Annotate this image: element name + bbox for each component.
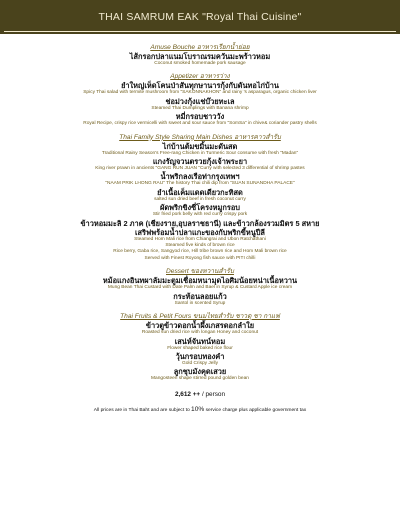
section-title: Thai Fruits & Petit Fours ขนมไทยสำรับ ชาวดุ ชา กาแฟ	[120, 313, 280, 321]
section-title: Thai Family Style Sharing Main Dishes อาหารคาวสำรับ	[119, 133, 281, 141]
dish-english: Steamed Hom Mali rice from Chiangrai and Ubon Ratchathani	[134, 236, 266, 242]
dish-english: Mung Bean Thai Custard with Date Palm and Bael in Syrup & Custard Apple ice cream	[107, 285, 293, 291]
dish-thai: กระท้อนลอยแก้ว	[173, 291, 227, 301]
section-title: Appetizer อาหารว่าง	[170, 73, 230, 81]
dish-thai: ผัดพริกขิงซี่โครงหมูกรอบ	[160, 203, 240, 213]
section-title: Dessert ของหวานสำรับ	[166, 268, 234, 276]
dish-english: salted sun dried beef in fresh coconut curry	[154, 196, 246, 202]
price-unit: / person	[201, 390, 226, 398]
dish-english: Gold Crispy Jelly	[182, 360, 218, 366]
dish-thai: แกงรัญจวนตรวยกุ้งเจ้าพระยา	[152, 157, 248, 167]
dish-english: Royal Recipe, crispy rice vermicelli with sweet and sour sauce from "SomSa" in chive& coriander pastry shells	[83, 121, 317, 127]
dish-english: Steamed Thai Dumplings with Banana shrimp	[151, 105, 249, 111]
section-petit-fours	[20, 313, 380, 383]
menu-content	[20, 44, 380, 413]
dish-thai: ช่อม่วงกุ้งแช่บ๊วยทะเล	[165, 96, 235, 106]
section-title: Amuse Bouche อาหารเรียกน้ำย่อย	[150, 44, 250, 51]
dish-english: Roasted sun dried rice with longan Honey and coconut	[141, 330, 259, 336]
dish-english: "NAAM PRIK LHONG RAU" The history Thai chili dip from "SUAN SUNANDHA PALACE"	[105, 181, 295, 187]
dish-english: Santol in scented Syrup	[174, 300, 226, 306]
dish-english: King river prawn in ancients "GANG RUN JUAN "Curry with selected 3 differential of shrimp pastes	[95, 166, 305, 172]
header-divider	[4, 31, 396, 32]
footnote-text-end: service charge plus applicable government tax	[204, 407, 307, 413]
dish-thai: เสน่ห์จันทน์หอม	[174, 336, 226, 346]
menu-price	[20, 391, 380, 398]
dish-thai: น้ำพริกลงเรือท่ากรุงเทพฯ	[160, 172, 240, 182]
dish-english: Rice berry, Gaba rice, Sangyod rice, Hill tribe brown rice and Hom Mali brown rice	[113, 249, 287, 255]
menu-header	[0, 0, 400, 34]
dish-english: Served with Finest Royong fish sauce with PITI chilli	[144, 255, 256, 261]
section-dessert	[20, 268, 380, 307]
dish-thai: ข้าวตูข้าวดอกน้ำผึ้งเกสรดอกลำใย	[145, 321, 255, 331]
menu-title: THAI SAMRUM EAK "Royal Thai Cuisine"	[98, 11, 302, 23]
dish-english: Stir fried pork belly with red curry crispy pork	[152, 212, 248, 218]
dish-english: Spicy Thai salad with termite mushroom from "SAKONNAKHON" and rainy 's asparagus, organic chicken liver	[83, 90, 317, 96]
dish-english: Coconut smoked homemade pork sausage	[154, 61, 246, 66]
dish-thai: ข้าวหอมมะลิ 2 ภาค (เชียงราย,อุบลราชธานี) และข้าวกล้องรวมมิตร 5 สหาย	[80, 218, 320, 228]
dish-thai: วุ้นกรอบทองคำ	[175, 351, 225, 361]
section-amuse-bouche	[20, 44, 380, 67]
dish-thai: ยำใหญ่เห็ดโคนป่าสันทุกษานารกุ้งกับดันทอไก่บ้าน	[121, 81, 279, 91]
price-amount: 2,612 ++	[174, 390, 201, 398]
section-appetizer	[20, 73, 380, 127]
service-charge-percent: 10%	[191, 405, 205, 413]
dish-thai: ลูกชุบมังคุดเสวย	[173, 367, 227, 377]
price-footnote	[20, 406, 380, 413]
dish-english: Mangosteen shape stirred pound golden bean	[151, 376, 249, 382]
dish-english: Traditional Rainy Season's Free-rang Chicken in Turmeric Sour consume with fresh "Madan"	[101, 150, 299, 156]
section-main-dishes	[20, 134, 380, 263]
dish-english: Flower shaped baked rice flour	[167, 345, 233, 351]
dish-thai: เสริฟพร้อมน้ำปลาแกะของกับพริกขี้หนูปีลี	[135, 227, 265, 237]
dish-english: Steamed five kinds of brown rice	[165, 243, 235, 249]
dish-thai: ไก่บ้านต้มขมิ้นมะดันสด	[162, 141, 238, 151]
footnote-text-start: All prices are in Thai Baht and are subject to	[93, 407, 192, 413]
dish-thai: หม้อแกงอินทผาลัมมะตูมเชื่อมหนามุดไอศิมน้อยหน่าเนื้อหวาน	[102, 276, 298, 286]
dish-thai: ยำเนื้อเค็มแดดเดียวกะทิสด	[157, 187, 243, 197]
dish-thai: ไส้กรอกปลาแนมโบราณรมควันมะพร้าวหอม	[129, 52, 271, 61]
dish-thai: หมี่กรอบชาววัง	[175, 112, 225, 122]
